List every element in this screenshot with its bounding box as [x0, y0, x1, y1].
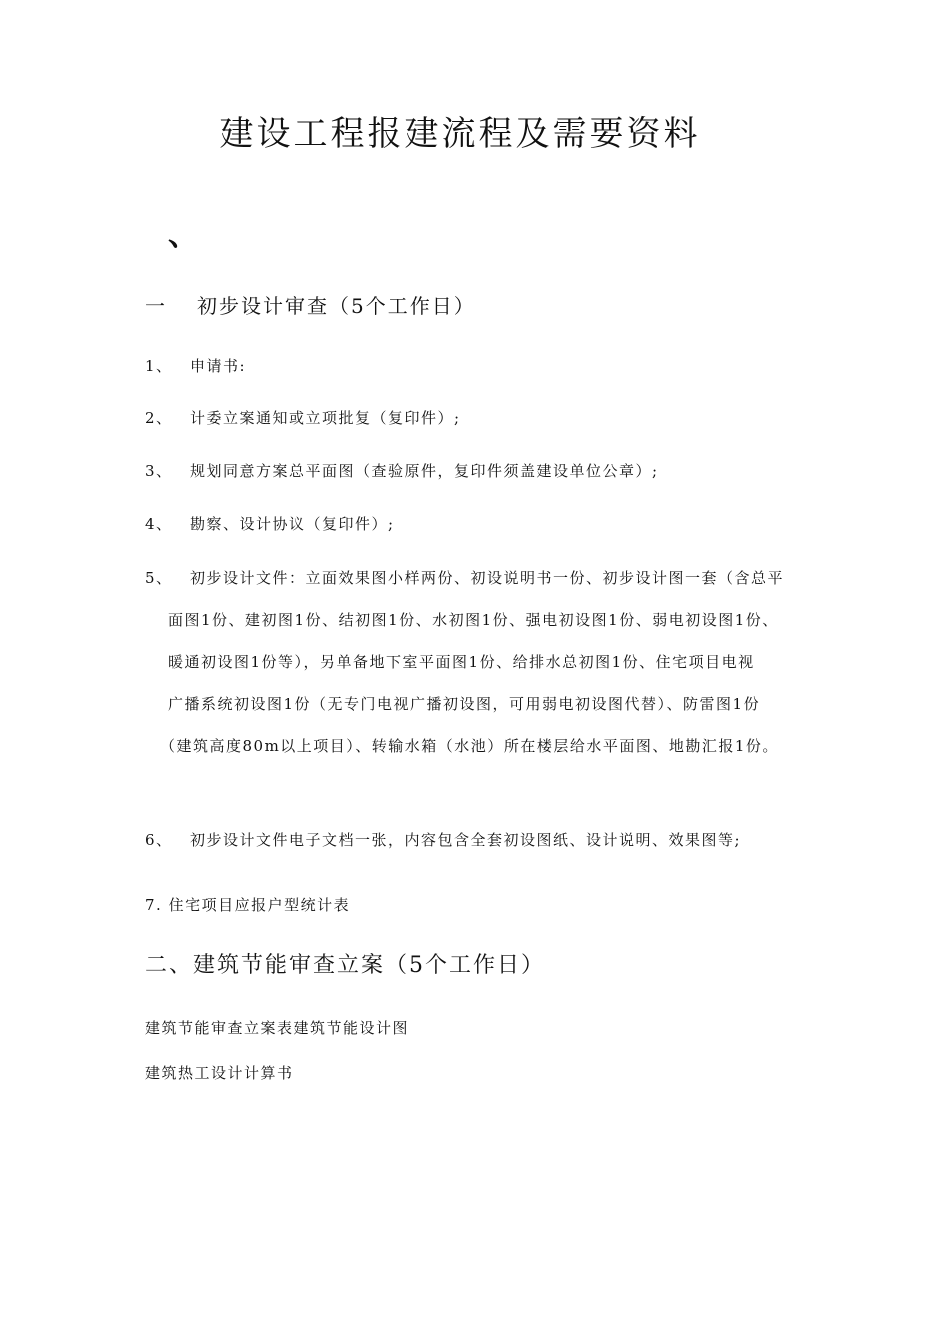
list-item-continuation: 暖通初设图1份等），另单备地下室平面图1份、给排水总初图1份、住宅项目电视: [168, 653, 755, 671]
body-line: 建筑节能审查立案表建筑节能设计图: [145, 1019, 410, 1037]
body-line: 建筑热工设计计算书: [145, 1064, 294, 1082]
section-1-heading: [145, 290, 476, 319]
list-item-text: 初步设计文件：立面效果图小样两份、初设说明书一份、初步设计图一套（含总平: [190, 569, 785, 587]
list-item-continuation: （建筑高度80m以上项目）、转输水箱（水池）所在楼层给水平面图、地勘汇报1份。: [160, 737, 779, 755]
section-2-heading: 二、建筑节能审查立案（5个工作日）: [145, 953, 545, 978]
page-title: 建设工程报建流程及需要资料: [219, 114, 701, 154]
list-item-text: 申请书:: [190, 357, 247, 375]
list-item-number: 2、: [145, 409, 173, 427]
list-item-number: 1、: [145, 357, 173, 375]
list-item-number: 3、: [145, 462, 173, 480]
list-item-number: 5、: [145, 569, 173, 587]
list-item-continuation: 广播系统初设图1份（无专门电视广播初设图，可用弱电初设图代替）、防雷图1份: [168, 695, 761, 713]
list-item-number: 4、: [145, 515, 173, 533]
list-item: 7. 住宅项目应报户型统计表: [145, 896, 351, 914]
list-item-text: 初步设计文件电子文档一张，内容包含全套初设图纸、设计说明、效果图等;: [190, 831, 742, 849]
punctuation-mark: 、: [168, 218, 198, 253]
list-item-number: 6、: [145, 831, 173, 849]
list-item-text: 计委立案通知或立项批复（复印件）;: [190, 409, 461, 427]
section-1-number: 一: [145, 294, 167, 318]
list-item-continuation: 面图1份、建初图1份、结初图1份、水初图1份、强电初设图1份、弱电初设图1份、: [168, 611, 779, 629]
list-item-text: 规划同意方案总平面图（查验原件，复印件须盖建设单位公章）;: [190, 462, 659, 480]
section-1-title: 初步设计审查（5个工作日）: [197, 294, 476, 318]
list-item-text: 勘察、设计协议（复印件）;: [190, 515, 395, 533]
